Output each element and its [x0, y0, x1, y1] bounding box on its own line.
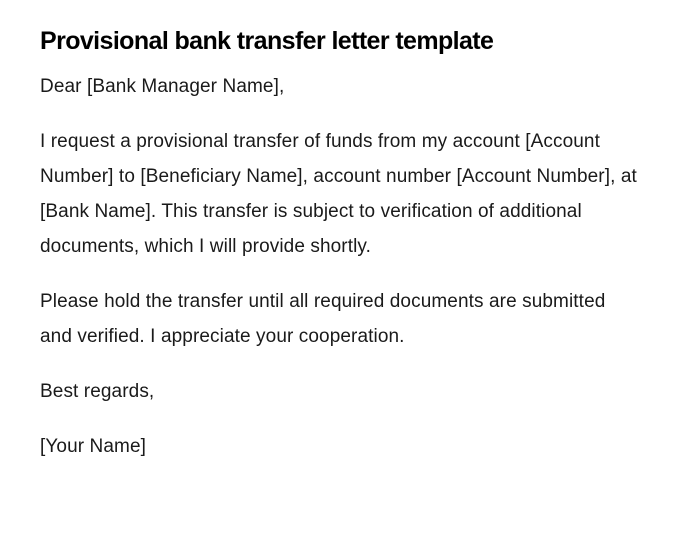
closing: Best regards,	[40, 381, 155, 402]
body-paragraph-hold: Please hold the transfer until all required documents are submitted and verified. I appreciate your cooperation.	[40, 291, 606, 347]
page-title: Provisional bank transfer letter template	[40, 27, 494, 55]
body-paragraph-request: I request a provisional transfer of funds from my account [Account Number] to [Beneficiary Name], account number [Account Number], at [Bank Name]. This transfer is subject to verification of additional documents, which I will provide shortly.	[40, 131, 637, 257]
letter-document	[40, 24, 640, 464]
signature-name: [Your Name]	[40, 436, 147, 457]
salutation: Dear [Bank Manager Name],	[40, 76, 285, 97]
